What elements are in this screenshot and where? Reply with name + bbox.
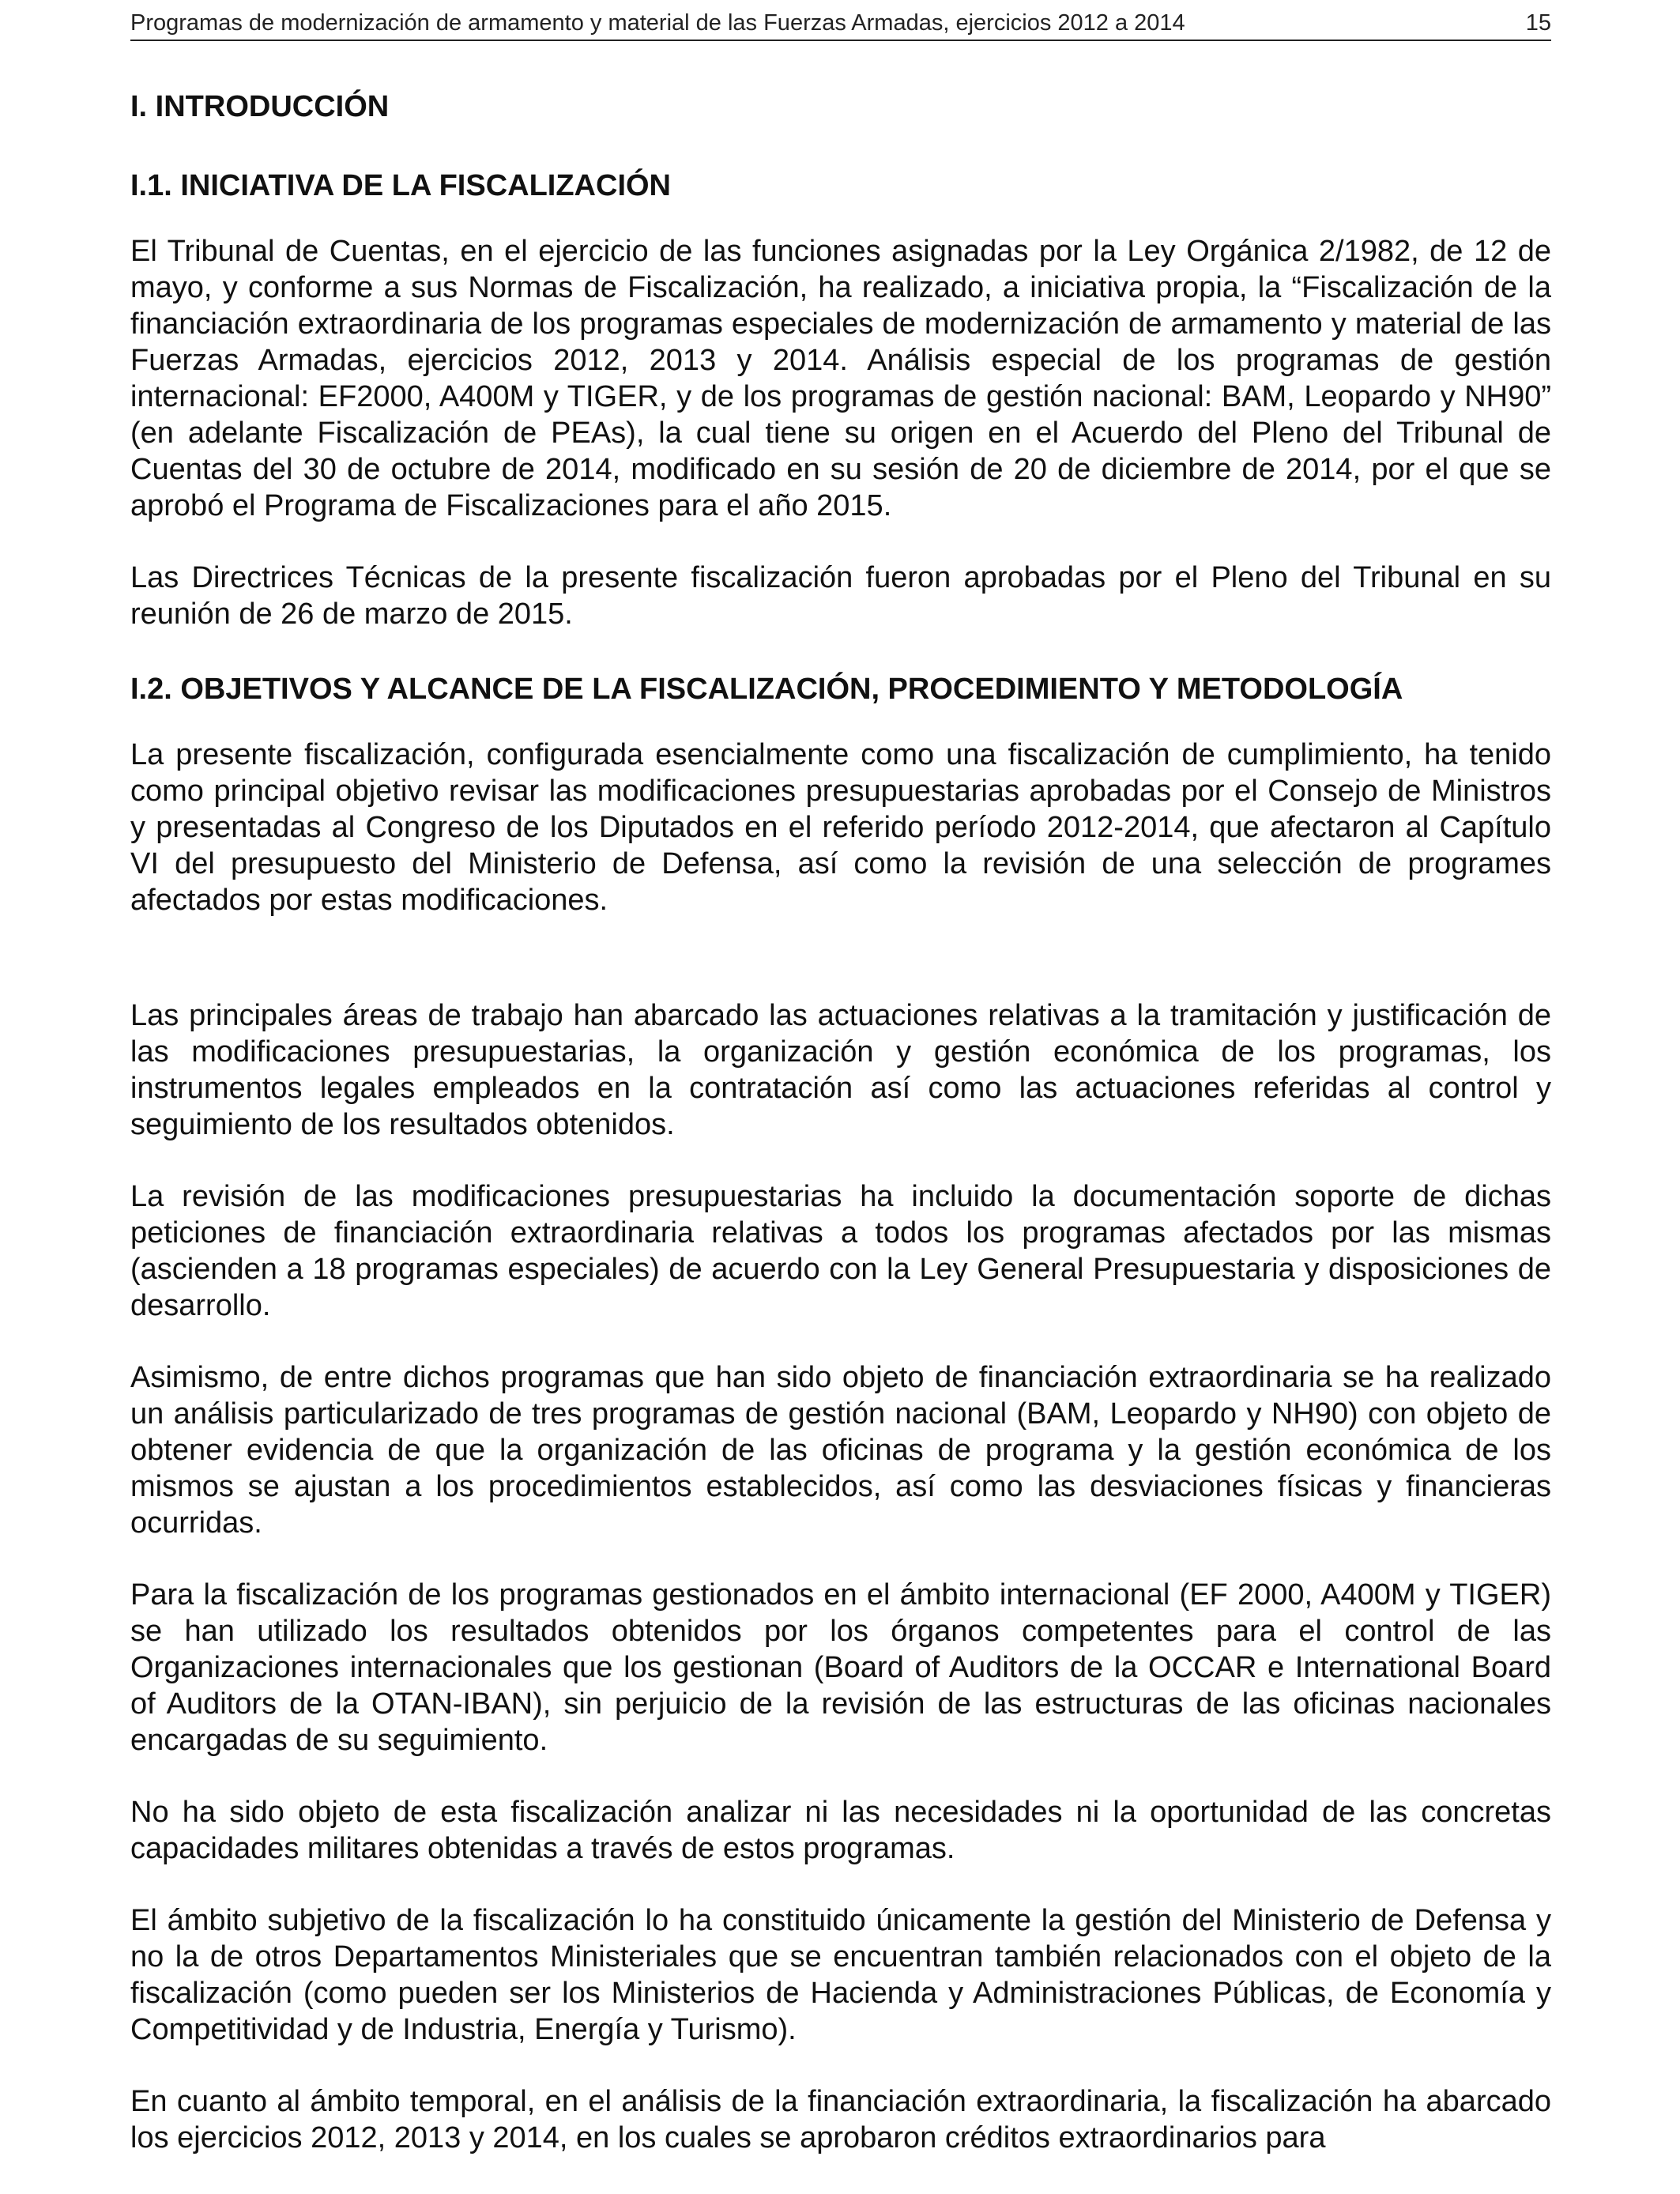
paragraph: Para la fiscalización de los programas gestionados en el ámbito internacional (EF 2000, A400M y TIGER) se han utilizado los resultados obtenidos por los órganos competentes para el control de las Organizaciones internacionales que los gestionan (Board of Auditors de la OCCAR e International Board of Auditors de la OTAN-IBAN), sin perjuicio de la revisión de las estructuras de las oficinas nacionales encargadas de su seguimiento. (130, 1578, 1551, 1757)
paragraph: No ha sido objeto de esta fiscalización analizar ni las necesidades ni la oportunidad de las concretas capacidades militares obtenidas a través de estos programas. (130, 1796, 1551, 1865)
page-number: 15 (1525, 10, 1551, 36)
document-body (130, 85, 1551, 2156)
paragraph: La presente fiscalización, configurada esencialmente como una fiscalización de cumplimiento, ha tenido como principal objetivo revisar las modificaciones presupuestarias aprobadas por el Consejo de Ministros y presentadas al Congreso de los Diputados en el referido período 2012-2014, que afectaron al Capítulo VI del presupuesto del Ministerio de Defensa, así como la revisión de una selección de programes afectados por estas modificaciones. (130, 738, 1551, 917)
paragraph: Asimismo, de entre dichos programas que han sido objeto de financiación extraordinaria se ha realizado un análisis particularizado de tres programas de gestión nacional (BAM, Leopardo y NH90) con objeto de obtener evidencia de que la organización de las oficinas de programa y la gestión económica de los mismos se ajustan a los procedimientos establecidos, así como las desviaciones físicas y financieras ocurridas. (130, 1361, 1551, 1540)
paragraph: En cuanto al ámbito temporal, en el análisis de la financiación extraordinaria, la fiscalización ha abarcado los ejercicios 2012, 2013 y 2014, en los cuales se aprobaron créditos extraordinarios para (130, 2085, 1551, 2154)
running-header (130, 6, 1551, 41)
paragraph: El ámbito subjetivo de la fiscalización lo ha constituido únicamente la gestión del Ministerio de Defensa y no la de otros Departamentos Ministeriales que se encuentran también relacionados con el objeto de la fiscalización (como pueden ser los Ministerios de Hacienda y Administraciones Públicas, de Economía y Competitividad y de Industria, Energía y Turismo). (130, 1904, 1551, 2046)
section-heading: I. INTRODUCCIÓN (130, 90, 390, 123)
subsection-heading-objetivos: I.2. OBJETIVOS Y ALCANCE DE LA FISCALIZACIÓN, PROCEDIMIENTO Y METODOLOGÍA (130, 673, 1403, 706)
paragraph: La revisión de las modificaciones presupuestarias ha incluido la documentación soporte de dichas peticiones de financiación extraordinaria relativas a todos los programas afectados por las mismas (ascienden a 18 programas especiales) de acuerdo con la Ley General Presupuestaria y disposiciones de desarrollo. (130, 1180, 1551, 1322)
paragraph: Las Directrices Técnicas de la presente fiscalización fueron aprobadas por el Pleno del Tribunal en su reunión de 26 de marzo de 2015. (130, 561, 1551, 631)
paragraph: Las principales áreas de trabajo han abarcado las actuaciones relativas a la tramitación y justificación de las modificaciones presupuestarias, la organización y gestión económica de los programas, los instrumentos legales empleados en la contratación así como las actuaciones referidas al control y seguimiento de los resultados obtenidos. (130, 999, 1551, 1141)
header-title: Programas de modernización de armamento y material de las Fuerzas Armadas, ejercicios 2012 a 2014 (130, 10, 1185, 36)
subsection-heading-iniciativa: I.1. INICIATIVA DE LA FISCALIZACIÓN (130, 169, 671, 202)
paragraph: El Tribunal de Cuentas, en el ejercicio de las funciones asignadas por la Ley Orgánica 2/1982, de 12 de mayo, y conforme a sus Normas de Fiscalización, ha realizado, a iniciativa propia, la “Fiscalización de la financiación extraordinaria de los programas especiales de modernización de armamento y material de las Fuerzas Armadas, ejercicios 2012, 2013 y 2014. Análisis especial de los programas de gestión internacional: EF2000, A400M y TIGER, y de los programas de gestión nacional: BAM, Leopardo y NH90” (en adelante Fiscalización de PEAs), la cual tiene su origen en el Acuerdo del Pleno del Tribunal de Cuentas del 30 de octubre de 2014, modificado en su sesión de 20 de diciembre de 2014, por el que se aprobó el Programa de Fiscalizaciones para el año 2015. (130, 235, 1551, 522)
